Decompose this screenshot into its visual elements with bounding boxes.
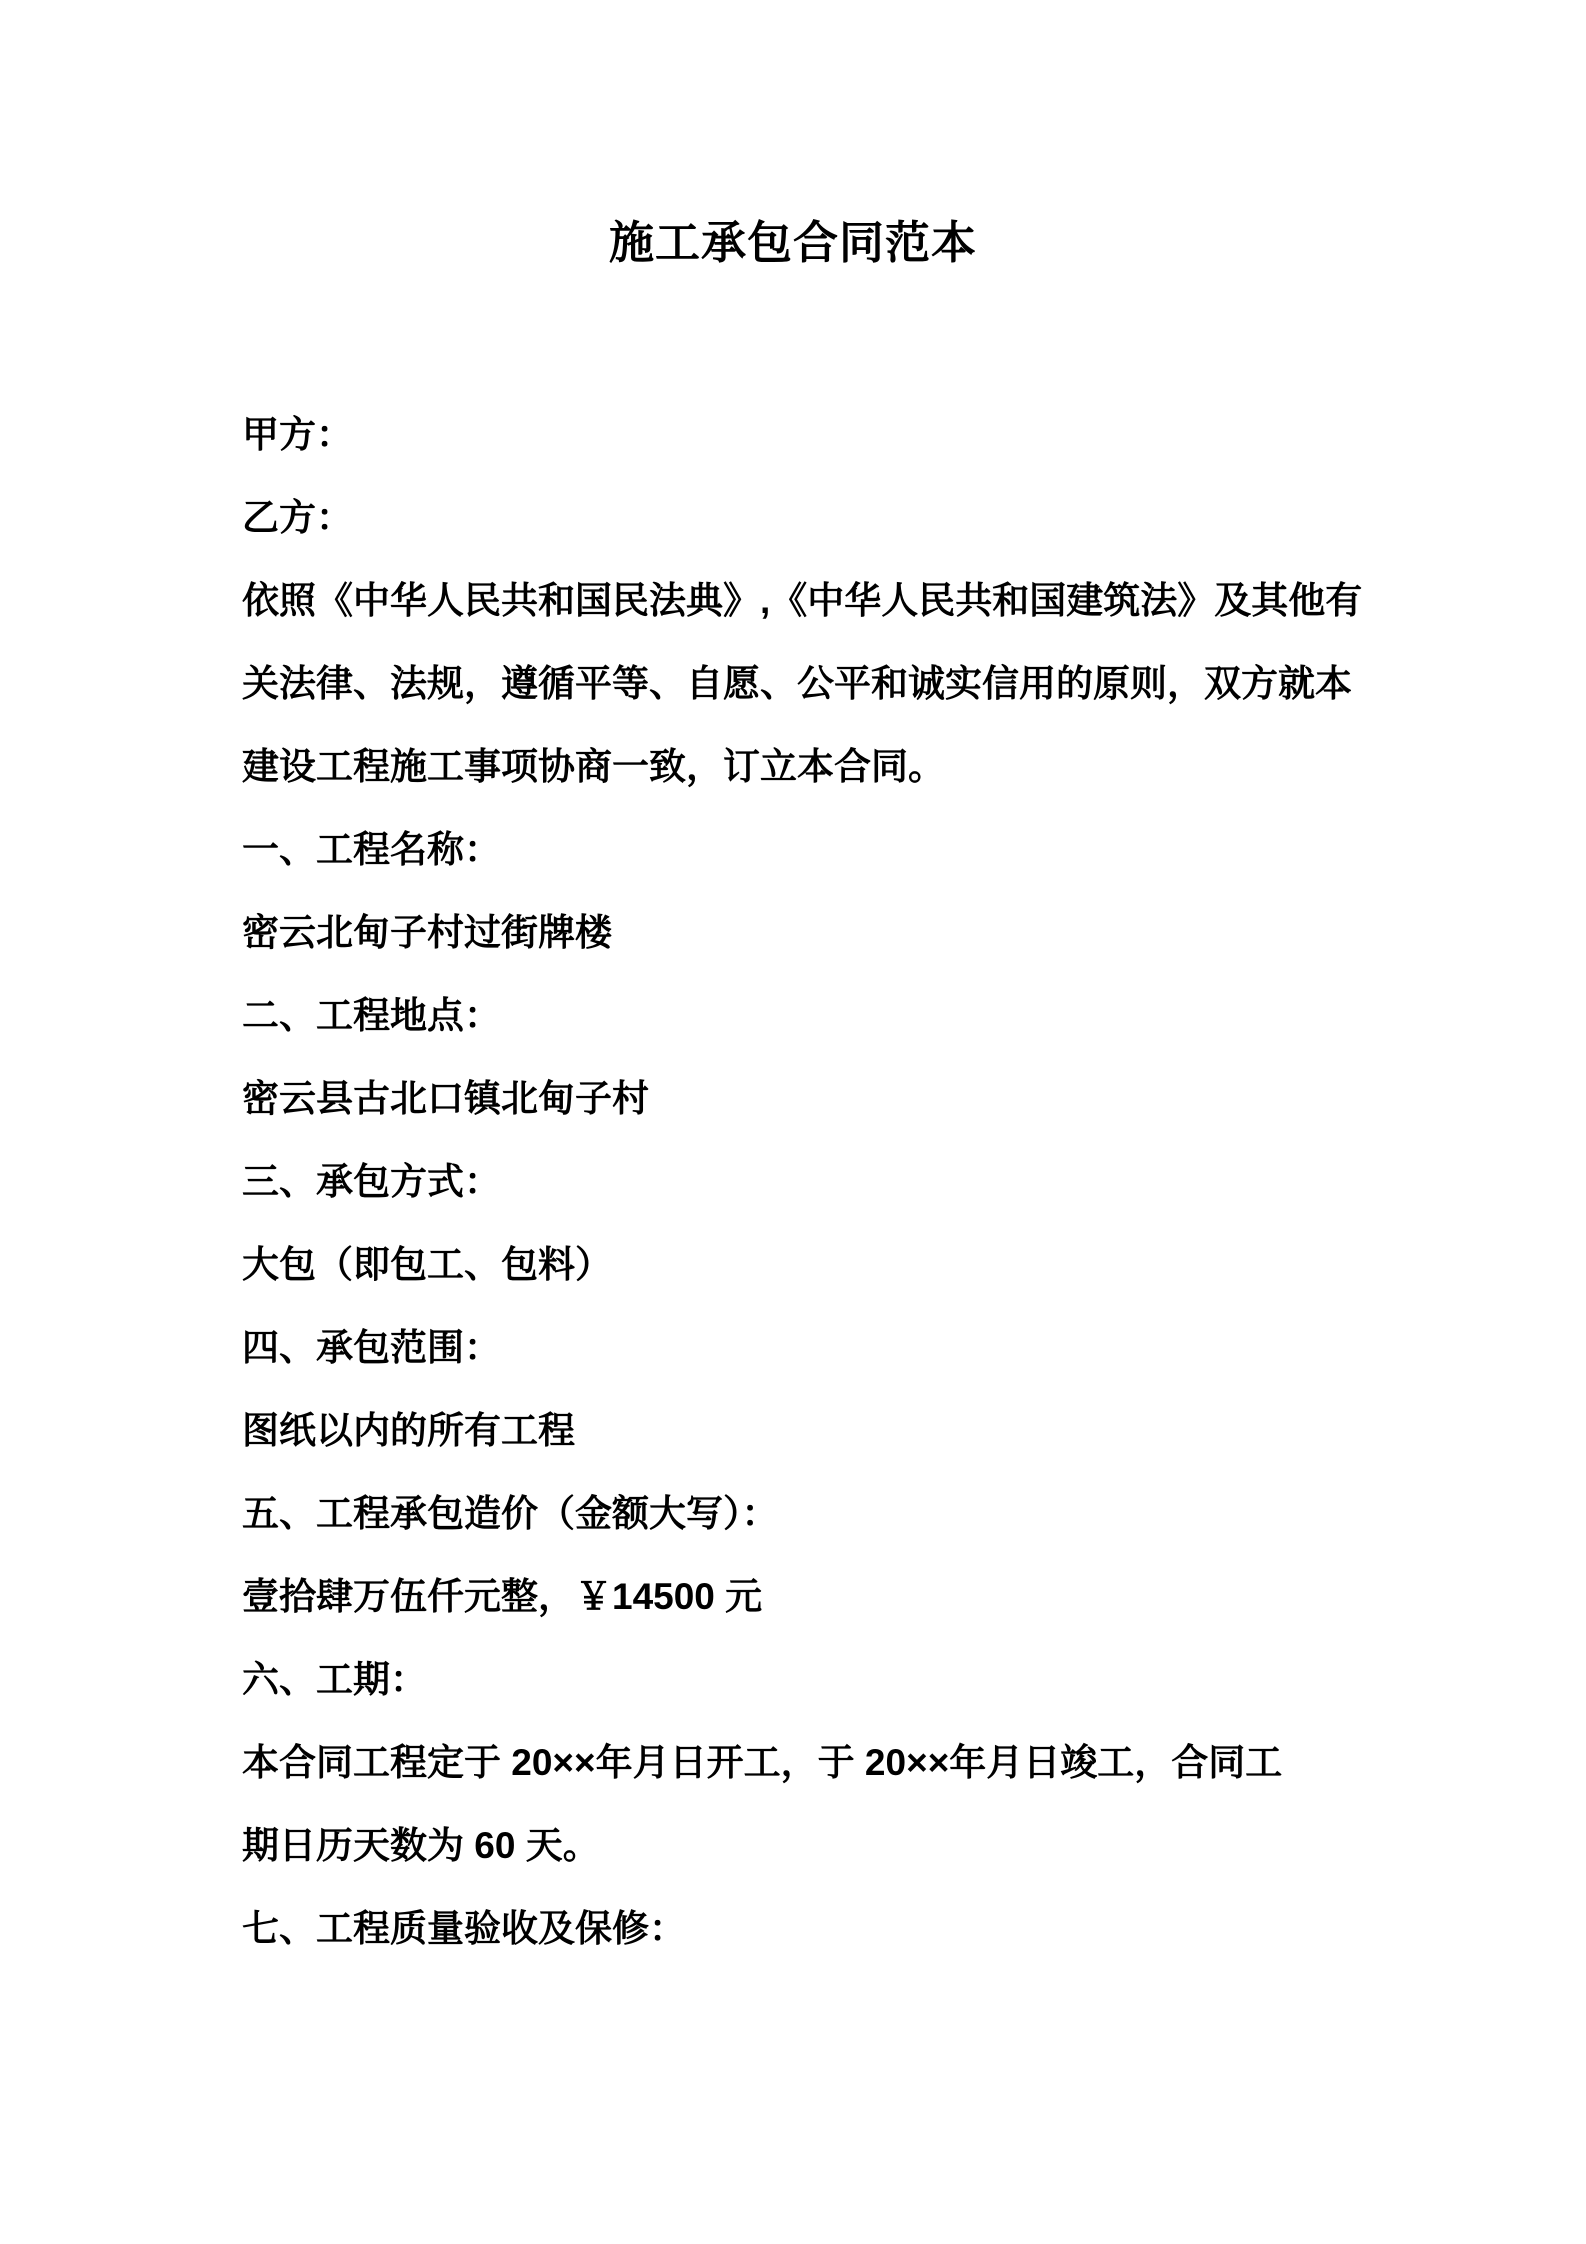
line-section-2-value: 密云县古北口镇北甸子村 (242, 1078, 649, 1119)
line-section-1-value: 密云北甸子村过街牌楼 (242, 912, 612, 953)
line-section-6-value-1: 本合同工程定于 20××年月日开工，于 20××年月日竣工，合同工 (242, 1742, 1283, 1783)
line-section-6-value-2: 期日历天数为 60 天。 (242, 1825, 600, 1866)
line-section-4-value: 图纸以内的所有工程 (242, 1410, 575, 1451)
line-preamble-1: 依照《中华人民共和国民法典》,《中华人民共和国建筑法》及其他有 (242, 580, 1363, 621)
line-section-6-heading: 六、工期： (242, 1659, 427, 1700)
line-section-5-value: 壹拾肆万伍仟元整，￥14500 元 (242, 1576, 763, 1617)
line-section-7-heading: 七、工程质量验收及保修： (242, 1908, 686, 1949)
line-section-2-heading: 二、工程地点： (242, 995, 501, 1036)
line-party-a: 甲方： (242, 414, 353, 455)
line-party-b: 乙方： (242, 497, 353, 538)
line-section-4-heading: 四、承包范围： (242, 1327, 501, 1368)
line-section-3-value: 大包（即包工、包料） (242, 1244, 612, 1285)
line-section-5-heading: 五、工程承包造价（金额大写）： (242, 1493, 779, 1534)
line-preamble-2: 关法律、法规，遵循平等、自愿、公平和诚实信用的原则，双方就本 (242, 663, 1352, 704)
document-title: 施工承包合同范本 (608, 217, 977, 268)
line-section-1-heading: 一、工程名称： (242, 829, 501, 870)
line-preamble-3: 建设工程施工事项协商一致，订立本合同。 (242, 746, 945, 787)
document-body (242, 393, 1363, 1970)
line-section-3-heading: 三、承包方式： (242, 1161, 501, 1202)
